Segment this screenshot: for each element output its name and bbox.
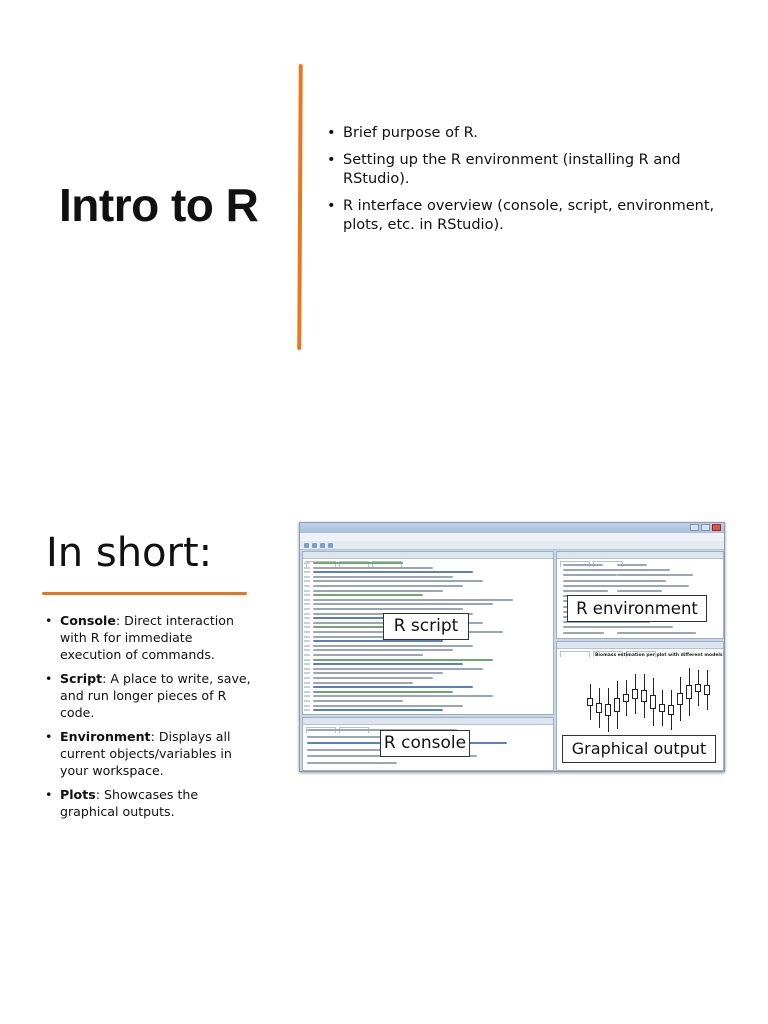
- boxplot-box: [587, 698, 593, 706]
- close-icon: [712, 524, 721, 531]
- line-number: [304, 567, 310, 569]
- bullet-item: • Brief purpose of R.: [327, 124, 727, 143]
- bullet-term: Plots: [60, 787, 96, 802]
- line-number: [304, 594, 310, 596]
- code-line: [313, 668, 483, 670]
- plots-tabs: [557, 642, 723, 649]
- env-value-line: [617, 590, 662, 592]
- bullet-item-console: [45, 612, 255, 663]
- maximize-icon: [701, 524, 710, 531]
- env-value-line: [617, 626, 673, 628]
- line-number: [304, 709, 310, 711]
- environment-tabs: [557, 552, 723, 559]
- code-line: [313, 590, 443, 592]
- code-line: [313, 659, 493, 661]
- code-line: [313, 705, 463, 707]
- env-value-line: [617, 564, 647, 566]
- callout-graphical-output: Graphical output: [562, 735, 716, 763]
- line-number: [304, 677, 310, 679]
- intro-bullet-list: [327, 124, 727, 243]
- line-number: [304, 700, 310, 702]
- bullet-item-script: [45, 670, 255, 721]
- bullet-text: : Direct interaction with R for immediate execution of commands.: [60, 613, 234, 662]
- env-value-line: [617, 574, 693, 576]
- save-icon: [320, 543, 325, 548]
- callout-r-environment: R environment: [567, 595, 707, 622]
- line-number: [304, 663, 310, 665]
- code-line: [313, 709, 443, 711]
- boxplot-box: [677, 693, 683, 705]
- window-titlebar: [300, 523, 724, 533]
- line-number: [304, 636, 310, 638]
- boxplot-box: [668, 705, 674, 715]
- line-number: [304, 649, 310, 651]
- bullet-term: Environment: [60, 729, 151, 744]
- code-line: [313, 640, 443, 642]
- line-number: [304, 603, 310, 605]
- bullet-item-plots: [45, 786, 255, 820]
- console-line: [307, 736, 387, 738]
- env-line: [563, 574, 617, 576]
- print-icon: [328, 543, 333, 548]
- code-line: [313, 645, 473, 647]
- line-number: [304, 571, 310, 573]
- code-line: [313, 576, 453, 578]
- line-number: [304, 645, 310, 647]
- code-line: [313, 654, 423, 656]
- boxplot-box: [596, 703, 602, 713]
- boxplot-box: [641, 690, 647, 702]
- code-line: [313, 700, 403, 702]
- line-number: [304, 622, 310, 624]
- accent-divider-horizontal: [42, 592, 247, 595]
- new-file-icon: [304, 543, 309, 548]
- boxplot-box: [704, 685, 710, 695]
- toolbar: [300, 541, 724, 550]
- code-line: [313, 567, 433, 569]
- menu-bar: [300, 533, 724, 541]
- code-line: [313, 695, 493, 697]
- boxplot-box: [605, 704, 611, 716]
- env-line: [563, 564, 603, 566]
- source-tabs: [303, 552, 553, 559]
- env-line: [563, 632, 604, 634]
- boxplot-box: [632, 689, 638, 699]
- env-value-line: [617, 569, 670, 571]
- line-number: [304, 562, 310, 564]
- console-tabs: [303, 718, 553, 725]
- bullet-text: : Showcases the graphical outputs.: [60, 787, 199, 819]
- bullet-term: Script: [60, 671, 103, 686]
- code-line: [313, 603, 493, 605]
- line-number: [304, 668, 310, 670]
- bullet-item: • Setting up the R environment (installing R and RStudio).: [327, 151, 727, 189]
- code-line: [313, 672, 443, 674]
- line-number: [304, 626, 310, 628]
- rstudio-screenshot: [299, 522, 725, 772]
- line-number: [304, 705, 310, 707]
- slide-title-intro: Intro to R: [59, 179, 259, 231]
- code-line: [313, 594, 423, 596]
- line-number: [304, 691, 310, 693]
- plot-title: Biomass estimation per plot with different models: [595, 653, 723, 658]
- bullet-text: : A place to write, save, and run longer pieces of R code.: [60, 671, 251, 720]
- code-line: [313, 682, 413, 684]
- code-line: [313, 571, 473, 573]
- line-number: [304, 585, 310, 587]
- code-line: [313, 649, 453, 651]
- code-line: [313, 580, 483, 582]
- line-number: [304, 659, 310, 661]
- bullet-item: • R interface overview (console, script, environment, plots, etc. in RStudio).: [327, 197, 727, 235]
- slide-title-summary: In short:: [46, 530, 213, 576]
- line-number: [304, 576, 310, 578]
- line-number: [304, 590, 310, 592]
- minimize-icon: [690, 524, 699, 531]
- line-number: [304, 613, 310, 615]
- line-number: [304, 580, 310, 582]
- boxplot-box: [623, 694, 629, 702]
- line-number: [304, 654, 310, 656]
- line-number: [304, 608, 310, 610]
- line-number: [304, 599, 310, 601]
- bullet-item-environment: [45, 728, 255, 779]
- line-number: [304, 631, 310, 633]
- line-number: [304, 640, 310, 642]
- callout-r-console: R console: [380, 730, 470, 757]
- open-file-icon: [312, 543, 317, 548]
- boxplot-box: [650, 695, 656, 709]
- line-number: [304, 682, 310, 684]
- line-number: [304, 672, 310, 674]
- boxplot-box: [659, 704, 665, 712]
- accent-divider-vertical: [297, 64, 302, 350]
- code-line: [313, 677, 433, 679]
- line-number: [304, 695, 310, 697]
- env-value-line: [617, 585, 689, 587]
- summary-bullet-list: [45, 612, 255, 827]
- code-line: [313, 585, 463, 587]
- console-line: [307, 762, 397, 764]
- boxplot-box: [686, 685, 692, 699]
- boxplot-box: [695, 684, 701, 692]
- bullet-term: Console: [60, 613, 116, 628]
- code-line: [313, 608, 463, 610]
- env-value-line: [617, 580, 666, 582]
- bullet-text: : Displays all current objects/variables in your workspace.: [60, 729, 232, 778]
- code-line: [313, 562, 403, 564]
- code-line: [313, 663, 463, 665]
- env-line: [563, 590, 608, 592]
- boxplot-box: [614, 698, 620, 712]
- code-line: [313, 686, 473, 688]
- window-buttons: [690, 524, 721, 531]
- env-value-line: [617, 632, 696, 634]
- line-number: [304, 617, 310, 619]
- callout-r-script: R script: [383, 613, 469, 640]
- code-line: [313, 691, 453, 693]
- code-line: [313, 599, 513, 601]
- line-number: [304, 686, 310, 688]
